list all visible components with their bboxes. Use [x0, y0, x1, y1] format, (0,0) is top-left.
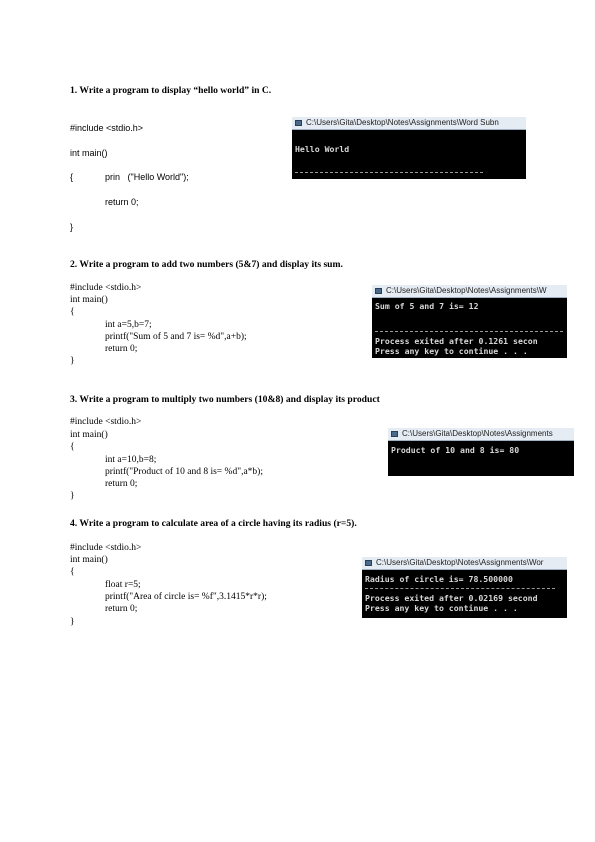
q1-code-return: return 0; — [105, 197, 139, 207]
q4-terminal-process-exit: Process exited after 0.02169 second — [365, 593, 538, 603]
q3-code-include: #include <stdio.h> — [70, 417, 142, 427]
q3-code-return: return 0; — [105, 479, 138, 489]
q2-terminal-press-key: Press any key to continue . . . — [375, 346, 528, 356]
q4-code-return: return 0; — [105, 604, 138, 614]
q2-code-printf: printf("Sum of 5 and 7 is= %d",a+b); — [105, 332, 247, 342]
q2-terminal-screenshot — [372, 285, 567, 358]
q2-terminal-title: C:\Users\Gita\Desktop\Notes\Assignments\W — [386, 286, 547, 295]
q1-terminal-screenshot — [292, 117, 526, 179]
q1-code-main: int main() — [70, 148, 108, 158]
q4-code-declare: float r=5; — [105, 580, 141, 590]
q1-code-close-brace: } — [70, 222, 74, 232]
q2-code-open-brace: { — [70, 307, 75, 317]
q3-terminal-titlebar — [388, 428, 574, 441]
q3-code-printf: printf("Product of 10 and 8 is= %d",a*b); — [105, 467, 263, 477]
q3-terminal-title: C:\Users\Gita\Desktop\Notes\Assignments — [402, 429, 553, 438]
q4-code-include: #include <stdio.h> — [70, 543, 142, 553]
q4-terminal-divider — [365, 588, 555, 589]
q1-heading: 1. Write a program to display “hello world” in C. — [70, 85, 272, 96]
q3-heading: 3. Write a program to multiply two numbers (10&8) and display its product — [70, 394, 380, 405]
q4-code-open-brace: { — [70, 567, 75, 577]
console-icon — [375, 288, 382, 294]
q1-code-open-brace: { — [70, 172, 74, 182]
q2-terminal-divider — [375, 331, 563, 332]
q1-code-include: #include <stdio.h> — [70, 123, 144, 133]
q1-code-print: prin ("Hello World"); — [105, 172, 189, 182]
q3-terminal-screenshot — [388, 428, 574, 476]
q4-terminal-title: C:\Users\Gita\Desktop\Notes\Assignments\Wor — [376, 558, 544, 567]
q3-code-close-brace: } — [70, 491, 75, 501]
q4-code-printf: printf("Area of circle is= %f",3.1415*r*r); — [105, 592, 267, 602]
q2-terminal-process-exit: Process exited after 0.1261 secon — [375, 336, 538, 346]
q2-code-return: return 0; — [105, 344, 138, 354]
q2-heading: 2. Write a program to add two numbers (5&7) and display its sum. — [70, 259, 343, 270]
q2-code-include: #include <stdio.h> — [70, 283, 142, 293]
q3-code-main: int main() — [70, 430, 108, 440]
q4-terminal-screenshot — [362, 557, 567, 618]
q3-code-open-brace: { — [70, 442, 75, 452]
q2-code-main: int main() — [70, 295, 108, 305]
console-icon — [295, 120, 302, 126]
q1-terminal-output: Hello World — [295, 144, 350, 154]
q2-code-close-brace: } — [70, 356, 75, 366]
q4-code-close-brace: } — [70, 617, 75, 627]
q4-heading: 4. Write a program to calculate area of a circle having its radius (r=5). — [70, 518, 357, 529]
q4-terminal-titlebar — [362, 557, 567, 570]
q1-terminal-title: C:\Users\Gita\Desktop\Notes\Assignments\Word Subn — [306, 118, 499, 127]
q1-terminal-divider — [295, 172, 483, 173]
console-icon — [391, 431, 398, 437]
q1-terminal-titlebar — [292, 117, 526, 130]
q2-terminal-titlebar — [372, 285, 567, 298]
q4-terminal-output: Radius of circle is= 78.500000 — [365, 574, 513, 584]
q2-code-declare: int a=5,b=7; — [105, 320, 152, 330]
q4-terminal-press-key: Press any key to continue . . . — [365, 603, 518, 613]
q3-terminal-output: Product of 10 and 8 is= 80 — [391, 445, 520, 455]
q4-code-main: int main() — [70, 555, 108, 565]
q2-terminal-output: Sum of 5 and 7 is= 12 — [375, 301, 479, 311]
console-icon — [365, 560, 372, 566]
q3-code-declare: int a=10,b=8; — [105, 455, 157, 465]
